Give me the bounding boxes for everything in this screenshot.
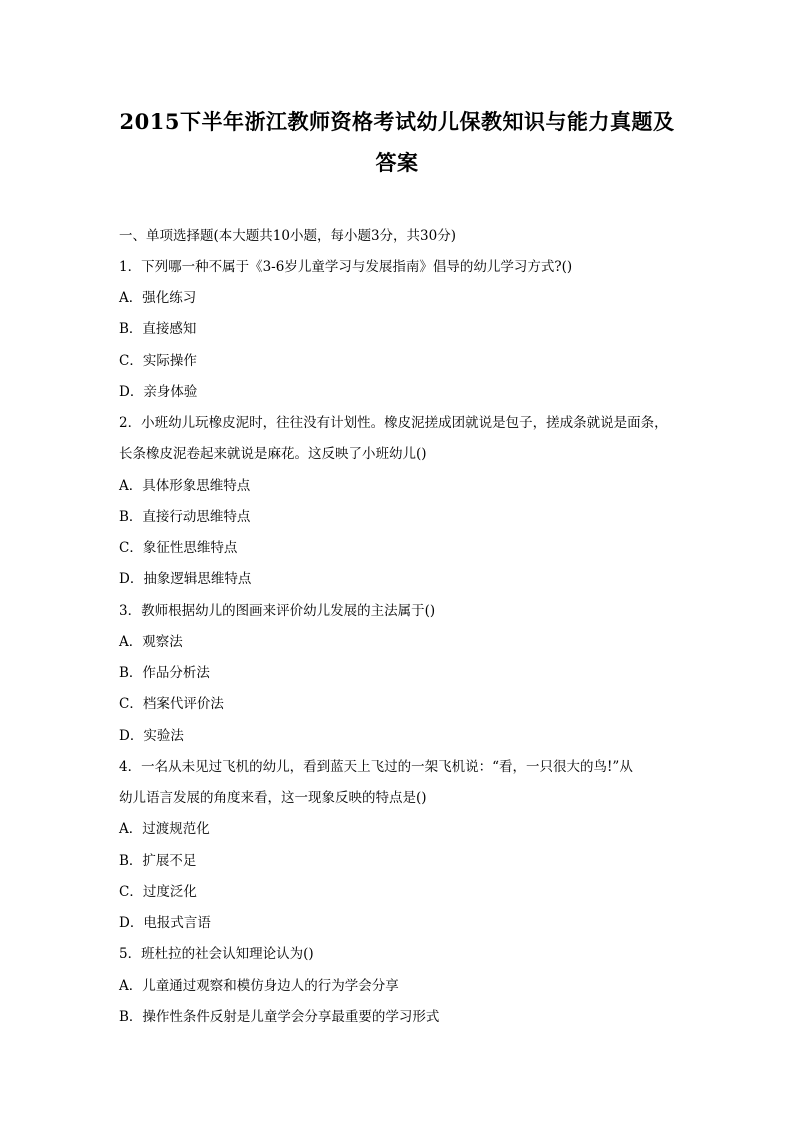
question-3-option-b: B．作品分析法 xyxy=(119,665,210,681)
question-2-line-2: 长条橡皮泥卷起来就说是麻花。这反映了小班幼儿() xyxy=(119,446,427,462)
question-5-option-b: B．操作性条件反射是儿童学会分享最重要的学习形式 xyxy=(119,1009,440,1025)
question-3-option-a: A．观察法 xyxy=(119,634,183,650)
question-4-option-d: D．电报式言语 xyxy=(119,915,211,931)
question-4-option-c: C．过度泛化 xyxy=(119,884,197,900)
question-2-option-c: C．象征性思维特点 xyxy=(119,540,238,556)
question-1-option-c: C．实际操作 xyxy=(119,353,197,369)
document-title-line-2: 答案 xyxy=(375,150,419,175)
section-heading: 一、单项选择题(本大题共10小题，每小题3分，共30分) xyxy=(119,228,456,244)
question-3: 3．教师根据幼儿的图画来评价幼儿发展的主法属于() xyxy=(119,603,436,619)
question-1: 1．下列哪一种不属于《3-6岁儿童学习与发展指南》倡导的幼儿学习方式?() xyxy=(119,259,573,275)
question-4-line-2: 幼儿语言发展的角度来看，这一现象反映的特点是() xyxy=(119,790,427,806)
question-2-line-1: 2．小班幼儿玩橡皮泥时，往往没有计划性。橡皮泥搓成团就说是包子，搓成条就说是面条， xyxy=(119,415,668,431)
question-3-option-c: C．档案代评价法 xyxy=(119,696,224,712)
document-title-line-1: 2015下半年浙江教师资格考试幼儿保教知识与能力真题及 xyxy=(119,109,675,134)
question-2-option-b: B．直接行动思维特点 xyxy=(119,509,251,525)
question-4-line-1: 4．一名从未见过飞机的幼儿，看到蓝天上飞过的一架飞机说：“看，一只很大的鸟!”从 xyxy=(119,759,633,775)
question-1-option-a: A．强化练习 xyxy=(119,290,197,306)
question-2-option-d: D．抽象逻辑思维特点 xyxy=(119,571,252,587)
question-1-option-d: D．亲身体验 xyxy=(119,384,198,400)
question-5: 5．班杜拉的社会认知理论认为() xyxy=(119,946,314,962)
question-2-option-a: A．具体形象思维特点 xyxy=(119,478,251,494)
question-5-option-a: A．儿童通过观察和模仿身边人的行为学会分享 xyxy=(119,978,399,994)
question-3-option-d: D．实验法 xyxy=(119,728,184,744)
question-4-option-b: B．扩展不足 xyxy=(119,853,197,869)
question-1-option-b: B．直接感知 xyxy=(119,321,197,337)
question-4-option-a: A．过渡规范化 xyxy=(119,821,210,837)
